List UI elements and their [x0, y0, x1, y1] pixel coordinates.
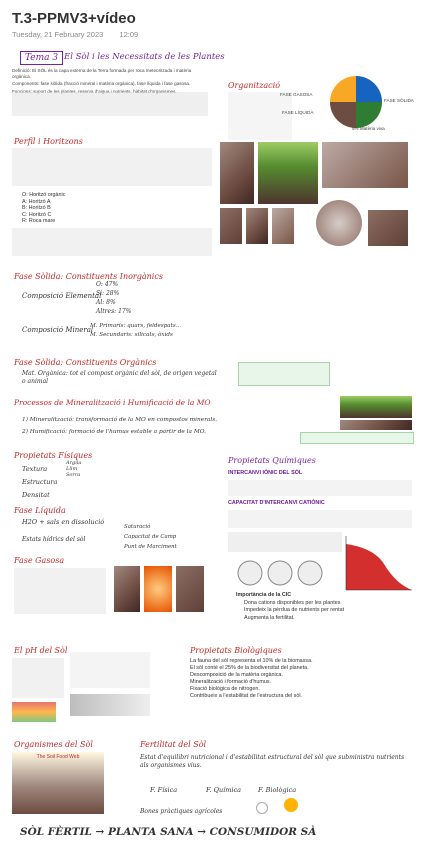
cic-list-item: Impedeix la pèrdua de nutrients per rentat [244, 607, 345, 614]
estat-item: Saturació [124, 524, 151, 530]
ph-table-image [70, 652, 150, 688]
gas-image-3 [176, 566, 204, 612]
cic-diagram [230, 556, 330, 590]
biologica-item: Descomposició de la matèria orgànica. [190, 672, 283, 678]
horitzons-list [22, 192, 65, 225]
biologiques-list [190, 658, 416, 700]
processos-heading: Processos de Mineralització i Humificació de la MO [14, 398, 211, 407]
propietats-quimiques-heading: Propietats Químiques [228, 456, 316, 465]
composicio-item: Si: 28% [96, 290, 120, 297]
biologica-item: El sòl conté el 25% de la biodiversitat del planeta. [190, 665, 309, 671]
ph-text [12, 658, 64, 698]
organismes-heading: Organismes del Sòl [14, 740, 93, 749]
cic-curve-chart [344, 534, 414, 592]
footer-consumidor: CONSUMIDOR SÀ [209, 826, 317, 838]
humus-note [300, 432, 414, 444]
soil-profile-photo [322, 142, 408, 188]
fertilitat-quimica: F. Química [206, 786, 241, 794]
organitzacio-heading: Organització [228, 81, 281, 90]
cic-list-item: Dona cations disponibles per les plantes [244, 599, 341, 606]
intro-line: Components: fase sòlida (fracció mineral i matèria orgànica), fase líquida i fase gasosa. [12, 81, 191, 87]
composicio-mineral-list [90, 322, 181, 340]
grass-image [340, 396, 412, 418]
theme-title: El Sòl i les Necessitats de les Plantes [64, 52, 225, 62]
soil-horizons-diagram [258, 142, 318, 204]
page-title: T.3-PPMV3+vídeo [12, 10, 136, 27]
fertilitat-fisica: F. Física [150, 786, 178, 794]
composicio-elemental-label: Composició Elemental [22, 292, 102, 300]
date-text: Tuesday, 21 February 2023 [12, 30, 104, 39]
gas-image-2 [144, 566, 172, 612]
intro-line: Definició: El SÒL és la capa externa de la Terra formada per roca meteoritzada i matèria orgànica. [12, 68, 192, 79]
soil-sample-2 [246, 208, 268, 244]
intercanvi-heading: INTERCANVI IÒNIC DEL SÒL [228, 470, 303, 476]
time-text: 12:09 [119, 30, 139, 39]
horitzo-item: B: Horitzó B [22, 205, 51, 212]
cic-list-heading: Importància de la CIC [236, 592, 292, 598]
cic-list-item: Augmenta la fertilitat. [244, 614, 295, 621]
intercanvi-text [228, 480, 412, 496]
horitzo-item: A: Horitzó A [22, 198, 51, 205]
fertilitat-biologica: F. Biològica [258, 786, 297, 794]
footer-arrow-2: → [197, 826, 207, 838]
fertilitat-definition: Estat d'equilibri nutricional i d'estabilitat estructural del sòl que subministra nutrients als organismes vius. [140, 754, 405, 769]
cic-text [228, 510, 412, 528]
ph-heading: El pH del Sòl [14, 646, 68, 655]
horitzo-item: O: Horitzó orgànic [22, 192, 66, 198]
mineral-item: M. Secundaris: silicats, òxids [90, 332, 173, 338]
biologica-item: Fixació biològica de nitrogen. [190, 686, 260, 692]
pie-label-gas: FASE GASOSA [280, 92, 313, 97]
fertilitat-heading: Fertilitat del Sòl [140, 740, 207, 749]
organitzacio-text [228, 92, 292, 140]
bones-practiques-label: Bones pràctiques agrícoles [140, 808, 223, 815]
footer-planta-sana: PLANTA SANA [108, 826, 194, 838]
cic-equations [228, 532, 342, 552]
proces-item: 2) Humificació: formació de l'humus estable a partir de la MO. [22, 429, 207, 435]
ph-scale-image [70, 694, 150, 716]
composicio-elemental-list [96, 280, 131, 316]
footer-line [20, 826, 316, 838]
perfil-text-block [12, 148, 212, 186]
mineral-item: M. Primaris: quars, feldespats... [90, 323, 182, 329]
fase-liquida-heading: Fase Líquida [14, 506, 66, 515]
propietat-item: Estructura [22, 478, 58, 486]
pie-label-liquid: FASE LÍQUIDA [282, 110, 314, 115]
soil-aggregate-diagram [316, 200, 362, 246]
fase-liquida-line: H2O + sals en dissolució [22, 518, 105, 526]
propietat-item: Densitat [22, 491, 50, 499]
page-date [12, 30, 138, 39]
propietat-item: Textura [22, 465, 48, 473]
biologiques-heading: Propietats Biològiques [190, 646, 282, 655]
ph-color-table [12, 702, 56, 722]
textura-item: Argila [66, 460, 82, 466]
fase-solida-heading: Fase Sòlida: Constituents Inorgànics [14, 272, 163, 281]
sun-icon [284, 798, 298, 812]
textura-sublist [66, 460, 81, 478]
intro-notes-block [12, 92, 208, 116]
pie-label-solid: FASE SÒLIDA [384, 98, 414, 103]
biologica-item: Contribueix a l'estabilitat de l'estructura del sòl. [190, 693, 303, 699]
theme-tag: Tema 3 [20, 51, 63, 65]
estats-hidrics-list [124, 522, 177, 552]
fase-solida-org-heading: Fase Sòlida: Constituents Orgànics [14, 358, 157, 367]
propietats-fisiques-heading: Propietats Físiques [14, 451, 93, 460]
soil-texture-image [368, 210, 408, 246]
composicio-item: Altres: 17% [96, 308, 132, 315]
textura-item: Sorra [66, 472, 81, 478]
composicio-item: O: 47% [96, 281, 119, 288]
footer-arrow-1: → [95, 826, 105, 838]
pie-label-living: 5% Matèria viva [352, 126, 385, 131]
composicio-item: Al: 8% [96, 299, 116, 306]
fase-gasosa-text [14, 568, 106, 614]
textura-item: Llim [66, 466, 78, 472]
footer-sol-fertil: SÒL FÈRTIL [20, 826, 92, 838]
composicio-mineral-label: Composició Mineral [22, 326, 94, 334]
horitzo-item: R: Roca mare [22, 218, 56, 225]
materia-organica-text: Mat. Orgànica: tot el compost orgànic del sòl, de origen vegetal o animal [22, 370, 217, 385]
cic-heading: CAPACITAT D'INTERCANVI CATIÒNIC [228, 500, 325, 506]
estat-item: Capacitat de Camp [124, 534, 177, 540]
estat-item: Punt de Marciment [124, 544, 177, 550]
fase-gasosa-heading: Fase Gasosa [14, 556, 65, 565]
soil-food-web-image [12, 752, 104, 814]
proces-item: 1) Mineralització: transformació de la MO en compostos minerals. [22, 417, 218, 423]
cic-importancia-list [236, 592, 344, 622]
perfil-heading: Perfil i Horitzons [14, 137, 83, 146]
intro-text [12, 68, 208, 94]
soil-profile-image [220, 142, 254, 204]
sol-circle-icon [256, 802, 268, 814]
soil-sample-3 [272, 208, 294, 244]
soil-sample-1 [220, 208, 242, 244]
gas-image-1 [114, 566, 140, 612]
materia-organica-note [238, 362, 330, 386]
estats-hidrics-label: Estats hídrics del sòl [22, 536, 86, 543]
soil-food-web-title: The Soil Food Web [36, 754, 80, 760]
biologica-item: Mineralització i formació d'humus. [190, 679, 272, 685]
humus-image [340, 420, 412, 430]
propietats-fisiques-list [22, 463, 57, 502]
perfil-text-block-2 [12, 228, 212, 256]
horitzo-item: C: Horitzó C [22, 211, 52, 218]
biologica-item: La fauna del sòl representa el 10% de la biomassa. [190, 658, 313, 664]
processos-list [22, 414, 292, 438]
